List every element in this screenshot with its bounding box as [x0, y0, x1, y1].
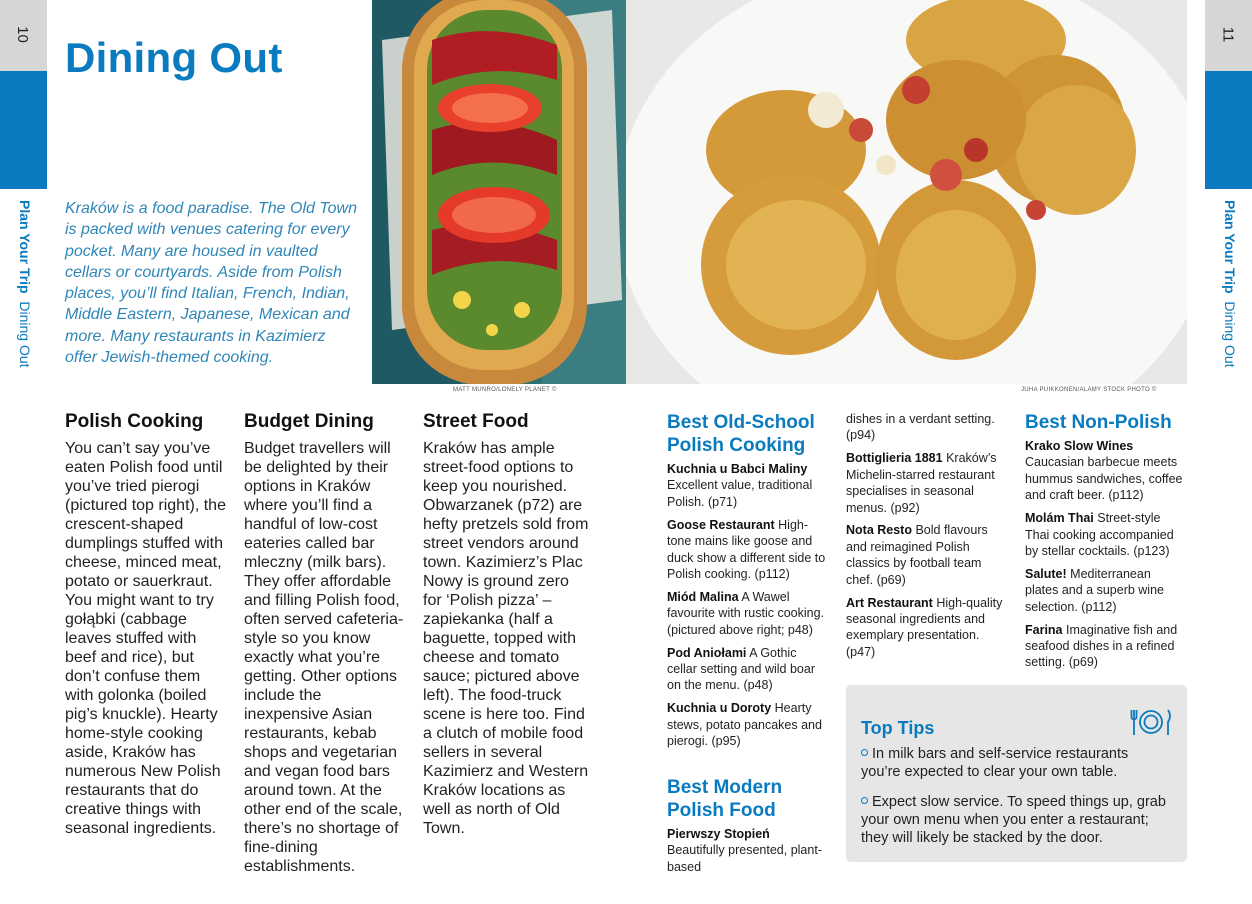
venue-desc: Bold flavours and reimagined Polish classics by football team chef. (p69) [846, 523, 988, 587]
best-modern-continued [846, 411, 1008, 667]
page-tab-right [1205, 0, 1252, 71]
tip-item [861, 793, 1176, 847]
photo-credit-left: MATT MUNRO/LONELY PLANET © [453, 387, 557, 393]
venue-desc: Street-style Thai cooking accompanied by stellar cocktails. (p123) [1025, 511, 1174, 558]
list-item [667, 517, 827, 583]
venue-desc: Hearty stews, potato pancakes and pierogi. (p95) [667, 701, 822, 749]
venue-name: Kuchnia u Doroty [667, 701, 772, 716]
venue-desc: Kraków’s Michelin-starred restaurant specialises in seasonal menus. (p92) [846, 451, 997, 515]
bullet-icon [861, 749, 868, 756]
side-label-section-right: Dining Out [1222, 301, 1238, 368]
column-street-food [423, 411, 589, 838]
list-item [1025, 438, 1187, 504]
list-item [846, 595, 1008, 661]
tip-text: In milk bars and self-service restaurants you’re expected to clear your own table. [861, 746, 1129, 780]
section-tab-right [1205, 71, 1252, 189]
venue-name: Miód Malina [667, 589, 739, 604]
venue-name: Salute! [1025, 566, 1067, 581]
section-heading: Best Modern Polish Food [667, 777, 783, 821]
intro-paragraph: Kraków is a food paradise. The Old Town is packed with venues catering for every pocket. Many are housed in vaulted cellars or courtyards. Aside from Polish places, you’ll find Italian, French, Indian, Middle Eastern, Japanese, Mexican and more. Many restaurants in Kazimierz offer Jewish-themed cooking. [65, 200, 358, 367]
venue-desc: Excellent value, traditional Polish. (p71) [667, 478, 813, 509]
list-item [667, 589, 827, 638]
venue-desc: High-quality seasonal ingredients and exemplary presentation. (p47) [846, 595, 1003, 659]
column-heading: Budget Dining [244, 411, 374, 432]
pierogi-illustration [626, 0, 1187, 384]
venue-name: Kuchnia u Babci Maliny [667, 462, 808, 476]
column-polish-cooking [65, 411, 230, 838]
column-body: Budget travellers will be delighted by their options in Kraków where you’ll find a handful of low-cost eateries called bar mleczny (milk bars). They offer affordable and filling Polish food, often served cafeteria-style so you know exactly what you’re getting. Other options include the inexpensive Asian restaurants, kebab shops and vegetarian and vegan food bars around town. At the other end of the scale, there’s no shortage of fine-dining establishments. [244, 440, 404, 875]
venue-name: Goose Restaurant [667, 517, 775, 532]
venue-desc: High-tone mains like goose and duck show a different side to Polish cooking. (p112) [667, 517, 826, 581]
venue-desc: A Gothic cellar setting and wild boar on the menu. (p48) [667, 645, 815, 693]
cutlery-plate-icon [1130, 707, 1172, 737]
pierogi-photo [626, 0, 1187, 384]
page-number-left: 10 [13, 26, 31, 43]
list-item [1025, 622, 1187, 671]
section-tab-left [0, 71, 47, 189]
list-item [846, 450, 1008, 516]
venue-name: Pierwszy Stopień [667, 827, 770, 841]
best-old-school-section [667, 411, 827, 756]
venue-desc: Beautifully presented, plant-based [667, 843, 822, 874]
top-tips-heading: Top Tips [861, 718, 935, 738]
page-number-right: 11 [1219, 26, 1237, 43]
venue-name: Art Restaurant [846, 595, 933, 610]
list-item [667, 700, 827, 749]
side-label-trip-right: Plan Your Trip [1222, 200, 1238, 294]
venue-name: Krako Slow Wines [1025, 439, 1134, 453]
venue-name: Farina [1025, 622, 1063, 637]
list-item [667, 645, 827, 694]
zapiekanka-illustration [372, 0, 626, 384]
venue-desc: Caucasian barbecue meets hummus sandwiches, coffee and craft beer. (p112) [1025, 455, 1183, 503]
tip-item [861, 745, 1171, 781]
column-budget-dining [244, 411, 410, 876]
list-item-continued: dishes in a verdant setting. (p94) [846, 412, 995, 443]
bullet-icon [861, 797, 868, 804]
venue-desc: A Wawel favourite with rustic cooking. (pictured above right; p48) [667, 589, 825, 637]
top-tips-box [846, 685, 1187, 862]
best-non-polish-section [1025, 411, 1187, 677]
column-heading: Street Food [423, 411, 529, 432]
side-label-section: Dining Out [17, 301, 33, 368]
tip-text: Expect slow service. To speed things up, grab your own menu when you enter a restaurant; they will likely be stacked by the door. [861, 794, 1166, 846]
list-item [667, 826, 827, 875]
list-item [667, 461, 827, 510]
zapiekanka-photo [372, 0, 626, 384]
page-title: Dining Out [65, 34, 283, 81]
venue-name: Nota Resto [846, 523, 912, 538]
photo-credit-right: JUHA PUIKKONEN/ALAMY STOCK PHOTO © [1021, 387, 1157, 393]
side-label-left [17, 200, 33, 368]
column-heading: Polish Cooking [65, 411, 204, 432]
section-heading: Best Old-School Polish Cooking [667, 412, 815, 456]
page-tab-left [0, 0, 47, 71]
list-item [846, 522, 1008, 588]
venue-desc: Mediterranean plates and a superb wine selection. (p112) [1025, 566, 1164, 614]
list-item [1025, 566, 1187, 615]
venue-name: Molám Thai [1025, 511, 1094, 526]
section-heading: Best Non-Polish [1025, 412, 1172, 433]
column-body: You can’t say you’ve eaten Polish food until you’ve tried pierogi (pictured top right), the crescent-shaped dumplings stuffed with cheese, minced meat, potato or sauerkraut. You might want to try gołąbki (cabbage leaves stuffed with beef and rice), but don’t confuse them with golonka (boiled pig’s knuckle). Hearty home-style cooking aside, Kraków has numerous New Polish restaurants that do creative things with seasonal ingredients. [65, 440, 226, 837]
side-label-trip: Plan Your Trip [17, 200, 33, 294]
venue-name: Bottiglieria 1881 [846, 451, 943, 466]
venue-desc: Imaginative fish and seafood dishes in a refined setting. (p69) [1025, 622, 1178, 670]
best-modern-section [667, 776, 827, 882]
list-item [1025, 510, 1187, 559]
column-body: Kraków has ample street-food options to keep you nourished. Obwarzanek (p72) are hefty pretzels sold from street vendors around town. Kazimierz’s Plac Nowy is ground zero for ‘Polish pizza’ – zapiekanka (half a baguette, topped with cheese and tomato sauce; pictured above left). The food-truck scene is here too. Find a clutch of mobile food sellers in several Kazimierz and Western Kraków locations as well as north of Old Town. [423, 440, 589, 837]
side-label-right [1222, 200, 1238, 368]
venue-name: Pod Aniołami [667, 645, 747, 660]
